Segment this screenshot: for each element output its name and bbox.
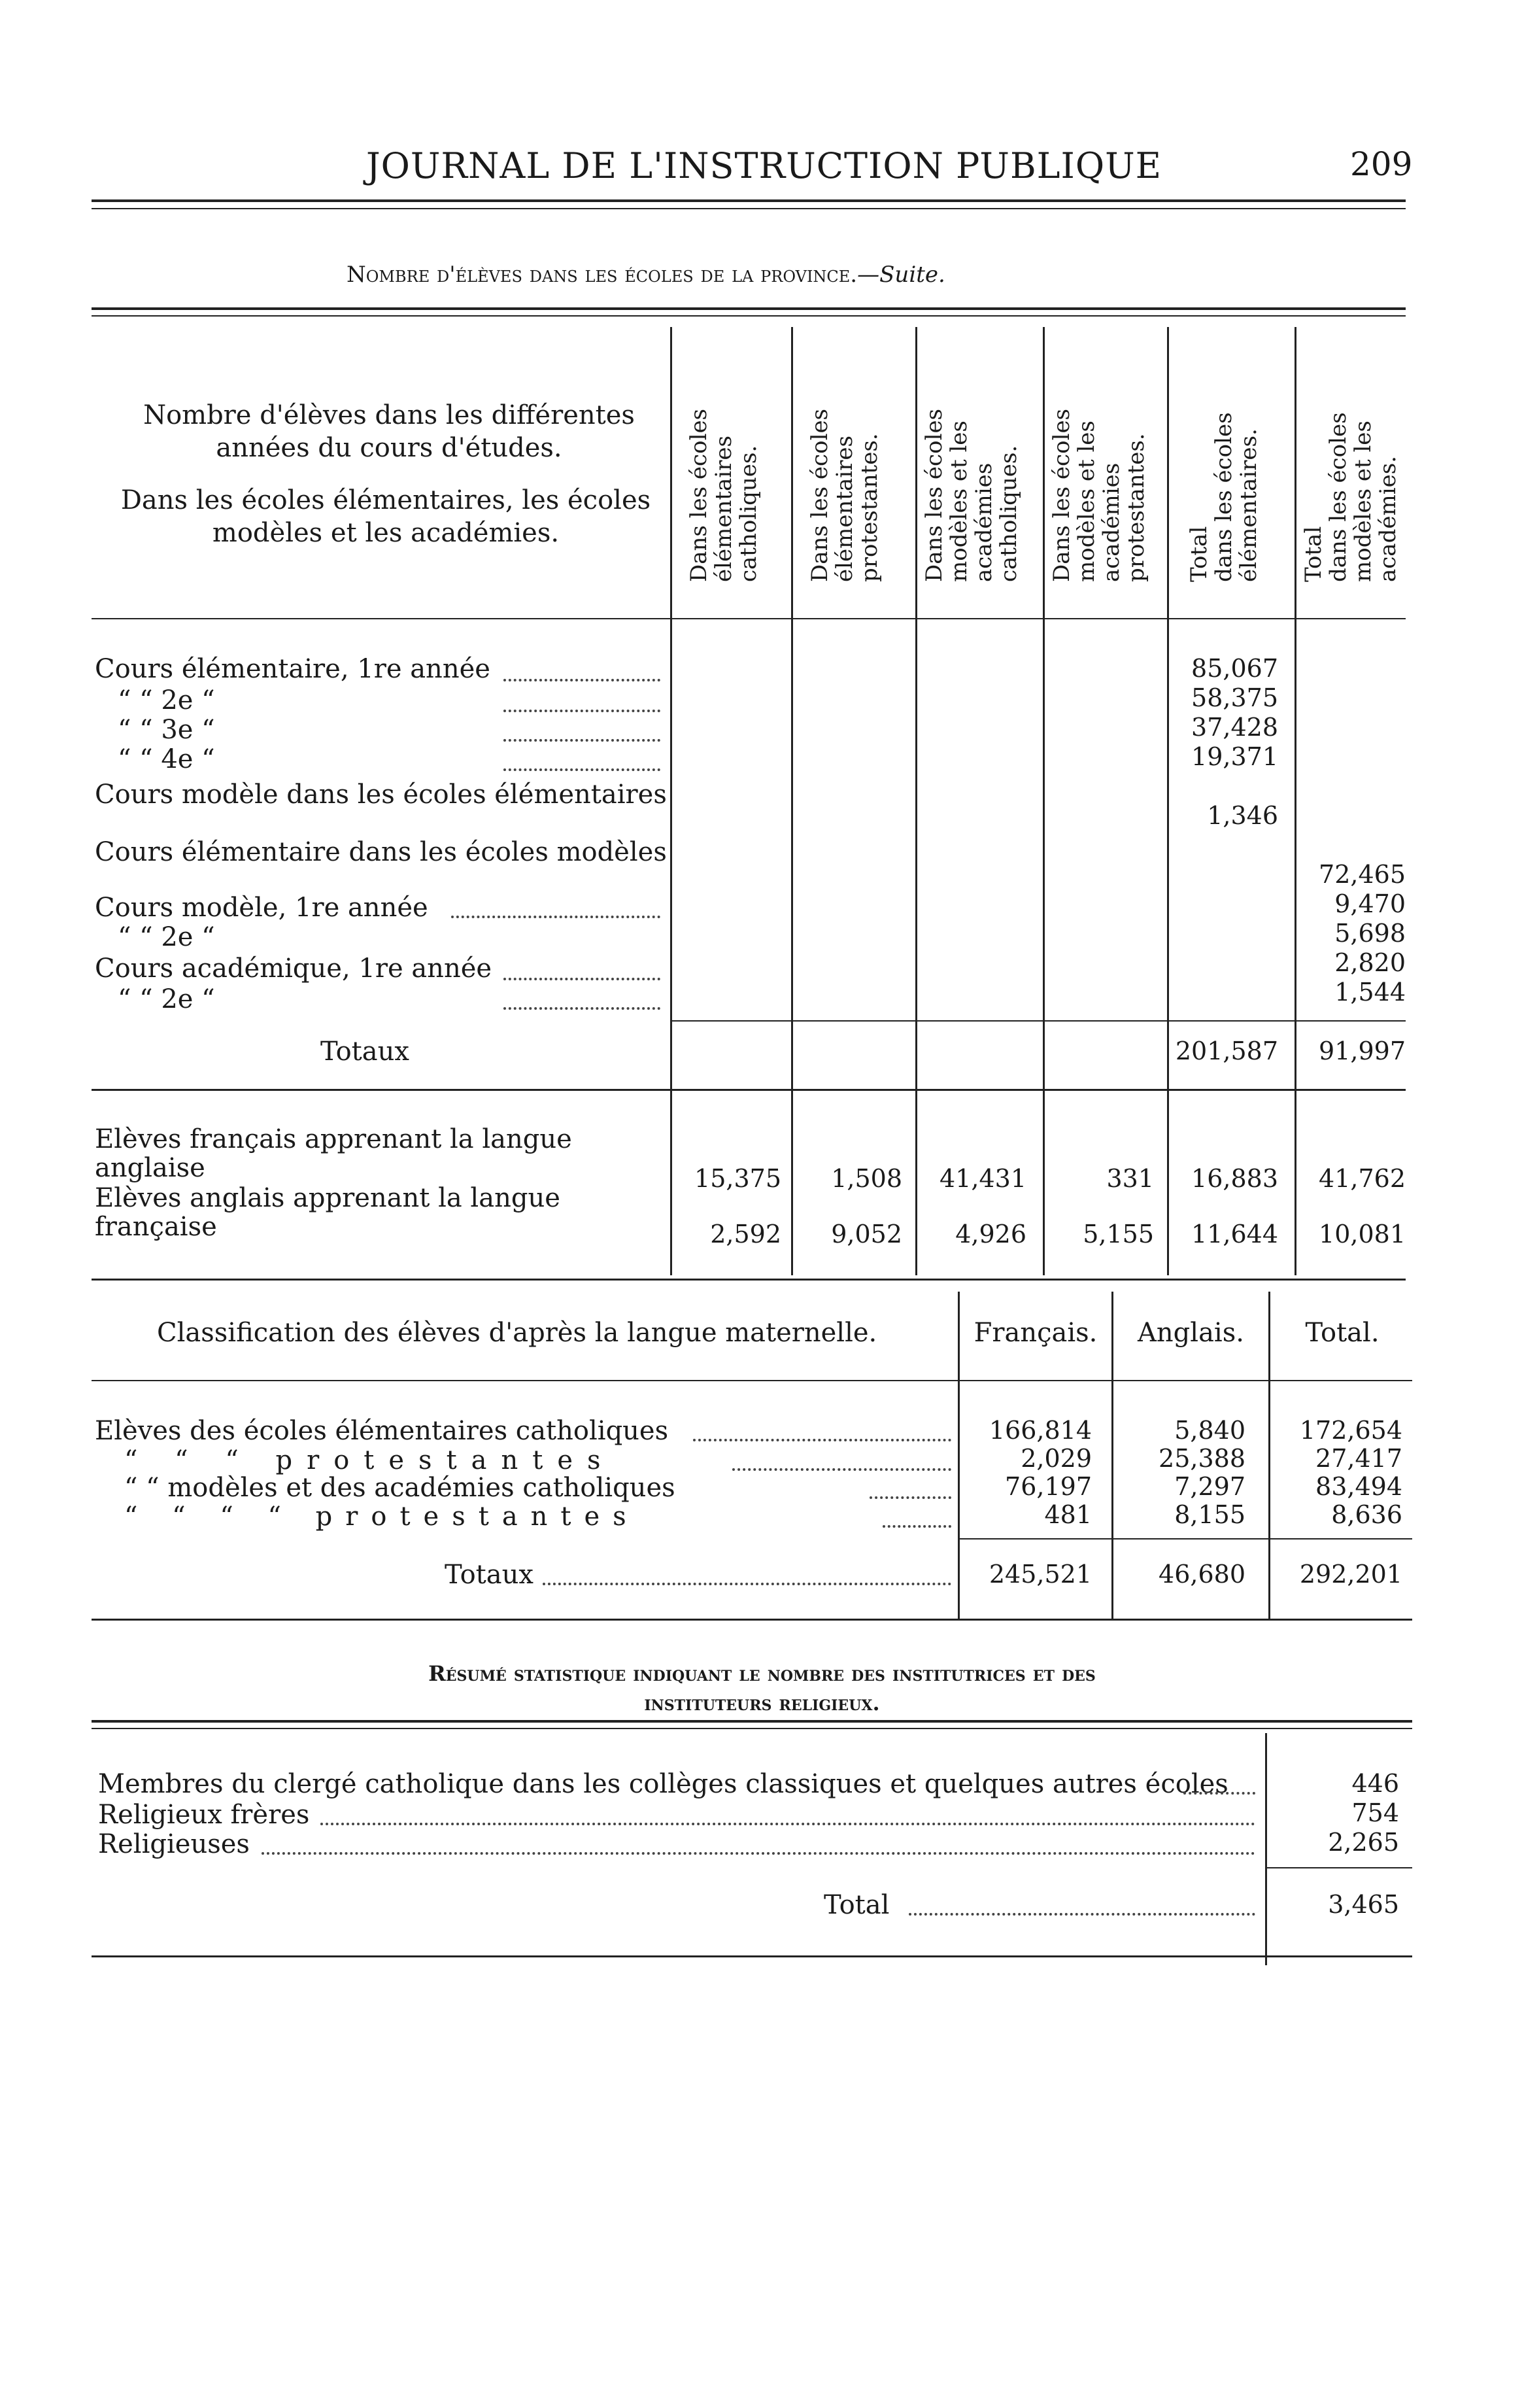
t1-row-label: “ “ 4e “ xyxy=(118,744,215,774)
t2-value: 481 xyxy=(1044,1500,1092,1529)
leader xyxy=(870,1496,951,1499)
t3-col-divider xyxy=(1265,1733,1267,1965)
t3-top-rule-thin xyxy=(92,1728,1412,1729)
header-rule-thin xyxy=(92,208,1406,209)
t2-value: 8,155 xyxy=(1174,1500,1245,1529)
t1-total-mod: 72,465 xyxy=(1319,860,1406,889)
t1-col-header-6: Total dans les écoles modèles et les académies. xyxy=(1300,412,1401,582)
leader xyxy=(693,1439,951,1441)
t1-total-elem: 58,375 xyxy=(1191,683,1278,712)
t1-col-divider xyxy=(791,327,793,1275)
leader xyxy=(1183,1792,1255,1795)
leader xyxy=(262,1852,1255,1855)
leader xyxy=(503,739,660,742)
t3-row-label: Religieuses xyxy=(98,1829,250,1859)
table1-stub-subtitle: Dans les écoles élémentaires, les écoles modèles et les académies. xyxy=(120,485,651,548)
t1-col-header-2: Dans les écoles élémentaires protestantes. xyxy=(807,408,883,582)
t1-total-mod: 2,820 xyxy=(1334,948,1406,977)
leader xyxy=(732,1468,951,1471)
t1-lang-value: 331 xyxy=(1106,1164,1154,1193)
t1-total-elem: 1,346 xyxy=(1207,801,1278,830)
t1-row-label: Cours modèle, 1re année xyxy=(95,893,428,923)
t1-row-label: Cours modèle dans les écoles élémentaires xyxy=(95,780,667,810)
t2-header-rule xyxy=(92,1380,1412,1381)
t2-row-label: Elèves des écoles élémentaires catholiques xyxy=(95,1416,669,1446)
t3-value: 446 xyxy=(1351,1769,1399,1798)
t1-total-mod: 5,698 xyxy=(1334,919,1406,948)
t1-total-mod: 9,470 xyxy=(1334,889,1406,918)
table1-caption xyxy=(347,262,945,288)
leader xyxy=(503,768,660,771)
t2-header-total: Total. xyxy=(1305,1318,1380,1348)
t2-row-label: “ “ “ protestantes xyxy=(124,1445,615,1475)
t2-header-francais: Français. xyxy=(974,1318,1098,1348)
t1-row-label: “ “ 2e “ xyxy=(118,685,215,715)
t1-col-header-3: Dans les écoles modèles et les académies catholiques. xyxy=(921,408,1022,582)
t1-totals-elem: 201,587 xyxy=(1175,1037,1278,1065)
t2-value: 2,029 xyxy=(1021,1444,1092,1473)
t1-totals-mod: 91,997 xyxy=(1319,1037,1406,1065)
table1-stub-title: Nombre d'élèves dans les différentes années du cours d'études. xyxy=(143,400,635,463)
table3-title-line2: instituteurs religieux. xyxy=(644,1691,880,1715)
t2-total: 46,680 xyxy=(1159,1560,1245,1589)
t2-row-label: “ “ “ “ protestantes xyxy=(124,1502,639,1532)
t1-total-mod: 1,544 xyxy=(1334,978,1406,1006)
leader xyxy=(503,710,660,712)
t1-bottom-rule xyxy=(92,1279,1406,1281)
running-header: JOURNAL DE L'INSTRUCTION PUBLIQUE xyxy=(366,145,1162,186)
t1-lang-row-label: Elèves anglais apprenant la langue française xyxy=(95,1183,560,1242)
leader xyxy=(503,679,660,681)
t1-lang-value: 16,883 xyxy=(1191,1164,1278,1193)
t1-totals-label: Totaux xyxy=(320,1037,409,1067)
leader xyxy=(883,1525,951,1528)
t2-value: 25,388 xyxy=(1159,1444,1245,1473)
t2-value: 83,494 xyxy=(1315,1472,1402,1501)
t1-total-elem: 19,371 xyxy=(1191,742,1278,771)
leader xyxy=(451,916,660,918)
t2-header-anglais: Anglais. xyxy=(1138,1318,1244,1348)
t1-lang-value: 9,052 xyxy=(831,1220,902,1248)
t2-bottom-rule xyxy=(92,1619,1412,1621)
t3-value: 2,265 xyxy=(1328,1828,1399,1857)
t1-col-divider xyxy=(915,327,917,1275)
t1-col-header-1: Dans les écoles élémentaires catholiques. xyxy=(686,408,762,582)
t3-total-rule xyxy=(1265,1867,1412,1868)
t1-total-elem: 85,067 xyxy=(1191,654,1278,683)
t1-row-label: Cours élémentaire dans les écoles modèles xyxy=(95,837,667,867)
table1-top-rule xyxy=(92,307,1406,310)
leader xyxy=(503,978,660,980)
t1-totals-rule xyxy=(670,1020,1406,1022)
t2-value: 172,654 xyxy=(1299,1416,1402,1445)
t3-total-value: 3,465 xyxy=(1328,1890,1399,1919)
t1-col-header-5: Total dans les écoles élémentaires. xyxy=(1186,412,1262,582)
table1-header-rule xyxy=(92,618,1406,619)
t1-col-divider xyxy=(1295,327,1296,1275)
t3-row-label: Religieux frères xyxy=(98,1800,310,1830)
table1-caption-main: Nombre d'élèves dans les écoles de la province. xyxy=(347,262,858,288)
t3-value: 754 xyxy=(1351,1798,1399,1827)
t3-total-label: Total xyxy=(824,1890,890,1920)
page-number: 209 xyxy=(1350,145,1413,183)
t1-lang-value: 11,644 xyxy=(1191,1220,1278,1248)
t1-lang-value: 10,081 xyxy=(1319,1220,1406,1248)
t1-row-label: “ “ 2e “ xyxy=(118,984,215,1014)
leader xyxy=(320,1823,1255,1825)
t1-row-label: “ “ 3e “ xyxy=(118,715,215,745)
t1-lang-value: 2,592 xyxy=(710,1220,781,1248)
t1-section-rule xyxy=(92,1089,1406,1091)
t1-row-label: Cours élémentaire, 1re année xyxy=(95,654,490,684)
leader xyxy=(503,1007,660,1010)
t1-lang-value: 4,926 xyxy=(955,1220,1026,1248)
table1-caption-suffix: —Suite. xyxy=(857,262,945,288)
table2-title: Classification des élèves d'après la langue maternelle. xyxy=(157,1318,877,1348)
t1-col-header-4: Dans les écoles modèles et les académies protestantes. xyxy=(1049,408,1149,582)
leader xyxy=(543,1583,951,1585)
t2-totals-rule xyxy=(958,1538,1412,1539)
leader xyxy=(909,1913,1255,1916)
t1-lang-value: 41,431 xyxy=(940,1164,1026,1193)
t1-lang-value: 5,155 xyxy=(1083,1220,1154,1248)
t2-value: 8,636 xyxy=(1331,1500,1402,1529)
t2-value: 7,297 xyxy=(1174,1472,1245,1501)
t1-total-elem: 37,428 xyxy=(1191,713,1278,742)
t1-lang-value: 15,375 xyxy=(694,1164,781,1193)
t2-value: 166,814 xyxy=(989,1416,1092,1445)
header-rule xyxy=(92,199,1406,202)
t2-row-label: “ “ modèles et des académies catholiques xyxy=(124,1473,675,1503)
table1-top-rule-thin xyxy=(92,315,1406,317)
t1-lang-value: 1,508 xyxy=(831,1164,902,1193)
t1-lang-value: 41,762 xyxy=(1319,1164,1406,1193)
t2-value: 27,417 xyxy=(1315,1444,1402,1473)
t2-total: 292,201 xyxy=(1299,1560,1402,1589)
t2-totals-label: Totaux xyxy=(445,1560,533,1590)
t2-total: 245,521 xyxy=(989,1560,1092,1589)
t1-row-label: “ “ 2e “ xyxy=(118,922,215,952)
t1-col-divider xyxy=(1043,327,1045,1275)
t3-bottom-rule xyxy=(92,1955,1412,1957)
t2-value: 76,197 xyxy=(1005,1472,1092,1501)
t2-value: 5,840 xyxy=(1174,1416,1245,1445)
t1-row-label: Cours académique, 1re année xyxy=(95,954,492,984)
t1-col-divider xyxy=(670,327,672,1275)
table3-title-line1: Résumé statistique indiquant le nombre des institutrices et des xyxy=(428,1661,1096,1686)
t3-row-label: Membres du clergé catholique dans les collèges classiques et quelques autres écoles xyxy=(98,1769,1228,1799)
t1-lang-row-label: Elèves français apprenant la langue anglaise xyxy=(95,1124,572,1183)
t3-top-rule xyxy=(92,1720,1412,1723)
